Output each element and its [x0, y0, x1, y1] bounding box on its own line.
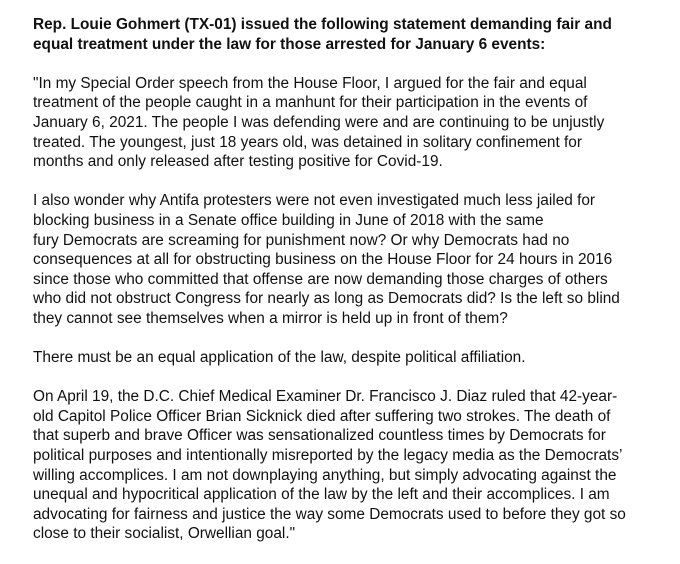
paragraph-line: since those who committed that offense are now demanding those charges of others [33, 270, 608, 288]
paragraph-line: There must be an equal application of the law, despite political affiliation. [33, 349, 526, 367]
headline-line: Rep. Louie Gohmert (TX-01) issued the following statement demanding fair and [33, 16, 612, 33]
paragraph-line: I also wonder why Antifa protesters were not even investigated much less jailed for [33, 192, 596, 210]
paragraph-line: treated. The youngest, just 18 years old, was detained in solitary confinement for [33, 133, 582, 151]
paragraph-line: January 6, 2021. The people I was defending were and are continuing to be unjustly [33, 113, 605, 131]
paragraph-line: blocking business in a Senate office building in June of 2018 with the same [33, 211, 544, 229]
paragraph-line: On April 19, the D.C. Chief Medical Examiner Dr. Francisco J. Diaz ruled that 42-year- [33, 388, 618, 406]
paragraph-line: that superb and brave Officer was sensationalized countless times by Democrats for [33, 427, 606, 445]
paragraph-line: they cannot see themselves when a mirror is held up in front of them? [33, 309, 508, 327]
paragraph-line: advocating for fairness and justice the way some Democrats used to before they got so [33, 505, 626, 523]
paragraph-line: "In my Special Order speech from the House Floor, I argued for the fair and equal [33, 74, 587, 92]
paragraph-line: unequal and hypocritical application of the law by the left and their accomplices. I am [33, 486, 610, 504]
paragraph-line: treatment of the people caught in a manhunt for their participation in the events of [33, 94, 588, 112]
statement-document [33, 15, 653, 564]
paragraph-line: political purposes and intentionally misreported by the legacy media as the Democrats’ [33, 447, 623, 465]
paragraph-line: old Capitol Police Officer Brian Sicknick died after suffering two strokes. The death of [33, 407, 611, 425]
paragraph-line: months and only released after testing positive for Covid-19. [33, 153, 443, 171]
statement-paragraph-3 [33, 348, 653, 368]
statement-paragraph-2 [33, 191, 653, 328]
statement-paragraph-4 [33, 387, 653, 544]
statement-paragraph-1 [33, 74, 653, 172]
paragraph-line: consequences at all for obstructing business on the House Floor for 24 hours in 2016 [33, 251, 613, 269]
statement-headline [33, 15, 653, 54]
paragraph-line: fury Democrats are screaming for punishment now? Or why Democrats had no [33, 231, 570, 249]
headline-line: equal treatment under the law for those arrested for January 6 events: [33, 35, 546, 53]
paragraph-line: willing accomplices. I am not downplaying anything, but simply advocating against the [33, 466, 617, 484]
paragraph-line: who did not obstruct Congress for nearly as long as Democrats did? Is the left so blind [33, 290, 620, 308]
paragraph-line: close to their socialist, Orwellian goal." [33, 525, 296, 543]
